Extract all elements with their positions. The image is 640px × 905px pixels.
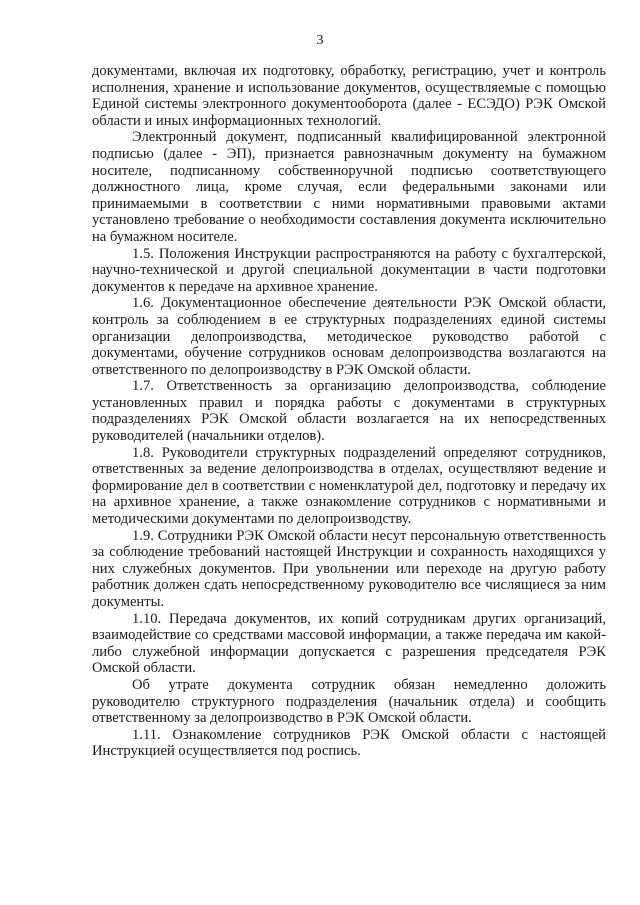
page-number: 3 [316, 33, 324, 48]
paragraph-1-6: 1.6. Документационное обеспечение деятельности РЭК Омской области, контроль за соблюдением в ее структурных подразделениях единой системы организации делопроизводства, методическое руководство работой с документами, обучение сотрудников основам делопроизводства возлагаются на ответственного по делопроизводству в РЭК Омской области. [92, 295, 606, 378]
paragraph-continuation: документами, включая их подготовку, обработку, регистрацию, учет и контроль исполнения, хранение и использование документов, осуществляемые с помощью Единой системы электронного документооборота (далее - ЕСЭДО) РЭК Омской области и иных информационных технологий. [92, 63, 606, 129]
document-body [92, 63, 606, 760]
paragraph-1-5: 1.5. Положения Инструкции распространяются на работу с бухгалтерской, научно-технической и другой специальной документации в части подготовки документов к передаче на архивное хранение. [92, 245, 606, 295]
paragraph-1-8: 1.8. Руководители структурных подразделений определяют сотрудников, ответственных за ведение делопроизводства в отделах, осуществляют ведение и формирование дел в соответствии с номенклатурой дел, подготовку и передачу их на архивное хранение, а также ознакомление сотрудников с нормативными и методическими документами по делопроизводству. [92, 444, 606, 528]
paragraph-1-7: 1.7. Ответственность за организацию делопроизводства, соблюдение установленных правил и порядка работы с документами в структурных подразделениях РЭК Омской области возлагается на их непосредственных руководителей (начальники отделов). [92, 378, 606, 445]
paragraph-loss-of-document: Об утрате документа сотрудник обязан немедленно доложить руководителю структурного подразделения (начальник отдела) и сообщить ответственному за делопроизводство в РЭК Омской области. [92, 676, 606, 727]
paragraph-1-9: 1.9. Сотрудники РЭК Омской области несут персональную ответственность за соблюдение требований настоящей Инструкции и сохранность находящихся у них служебных документов. При увольнении или переходе на другую работу работник должен сдать непосредственному руководителю все числящиеся за ним документы. [92, 527, 606, 610]
paragraph-1-10: 1.10. Передача документов, их копий сотрудникам других организаций, взаимодействие со средствами массовой информации, а также передача им какой-либо служебной информации допускается с разрешения председателя РЭК Омской области. [92, 610, 606, 677]
paragraph-1-11: 1.11. Ознакомление сотрудников РЭК Омской области с настоящей Инструкцией осуществляется под роспись. [92, 726, 606, 760]
paragraph-electronic-document: Электронный документ, подписанный квалифицированной электронной подписью (далее - ЭП), признается равнозначным документу на бумажном носителе, подписанному собственноручной подписью соответствующего должностного лица, кроме случая, если федеральными законами или принимаемыми в соответствии с ними нормативными правовыми актами установлено требование о необходимости составления документа исключительно на бумажном носителе. [92, 129, 606, 245]
